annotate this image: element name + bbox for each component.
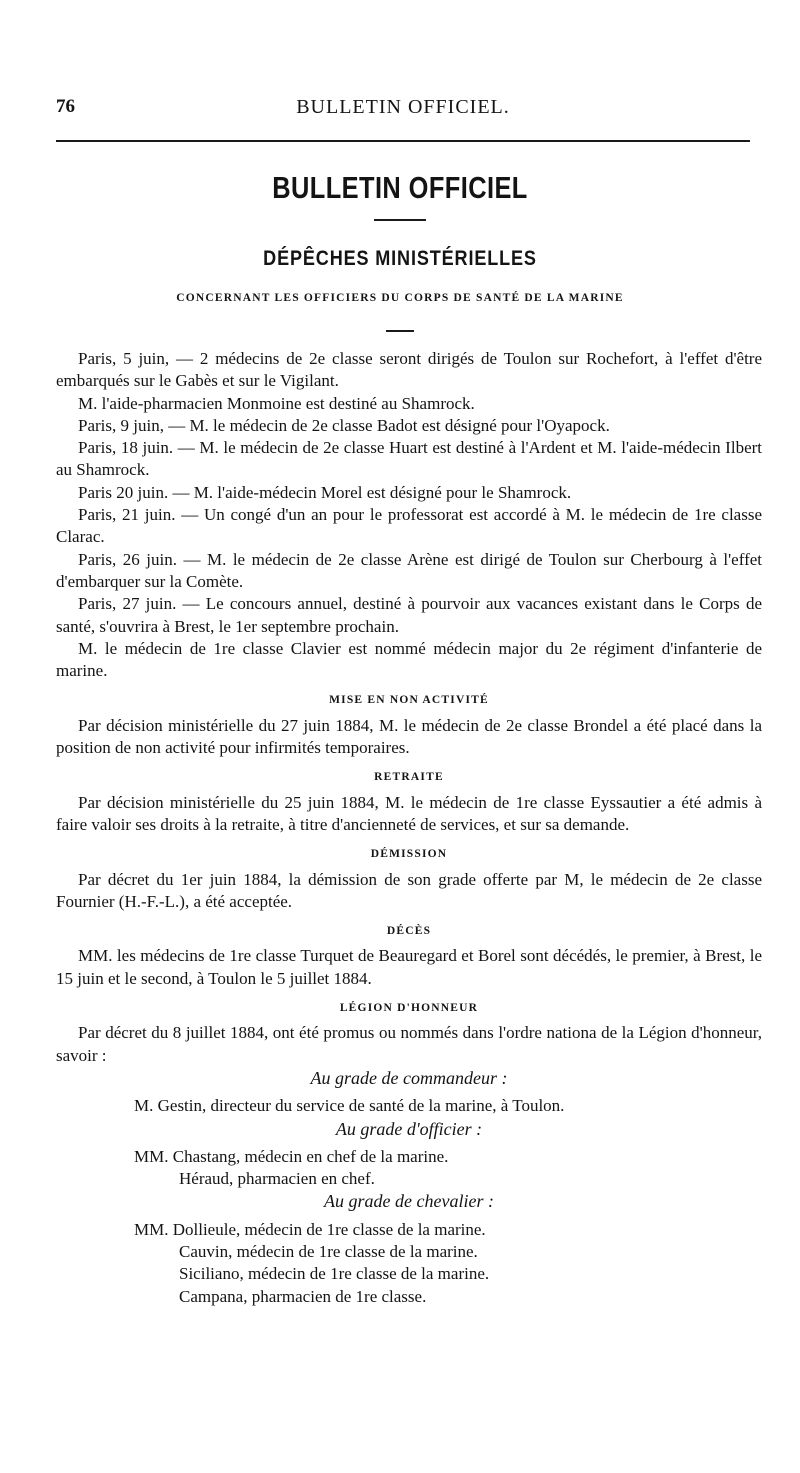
paragraph: Par décision ministérielle du 25 juin 1884, M. le médecin de 1re classe Eyssautier a été admis à faire valoir ses droits à la retraite, à titre d'ancienneté de services, et sur sa demande. xyxy=(56,792,762,834)
nomination-entry: Héraud, pharmacien en chef. xyxy=(179,1169,375,1189)
section-heading-deces: DÉCÈS xyxy=(386,925,432,938)
title-divider xyxy=(374,219,426,221)
section-heading-mise-en-non-activite: MISE EN NON ACTIVITÉ xyxy=(329,694,489,707)
running-title: BULLETIN OFFICIEL. xyxy=(296,96,510,118)
paragraph: Par décret du 1er juin 1884, la démission de son grade offerte par M, le médecin de 2e classe Fournier (H.-F.-L.), a été acceptée. xyxy=(56,869,762,911)
subtitle-divider xyxy=(386,330,414,332)
nomination-entry: Campana, pharmacien de 1re classe. xyxy=(179,1286,427,1306)
paragraph: Par décision ministérielle du 27 juin 1884, M. le médecin de 2e classe Brondel a été placé dans la position de non activité pour infirmités temporaires. xyxy=(56,715,762,758)
page-number: 76 xyxy=(56,96,75,117)
paragraph: MM. les médecins de 1re classe Turquet de Beauregard et Borel sont décédés, le premier, à Brest, le 15 juin et le second, à Toulon le 5 juillet 1884. xyxy=(56,946,762,988)
paragraph: Paris 20 juin. — M. l'aide-médecin Morel est désigné pour le Shamrock. xyxy=(78,482,572,502)
header-rule xyxy=(56,140,750,142)
section-subtitle: CONCERNANT LES OFFICIERS DU CORPS DE SANTÉ DE LA MARINE xyxy=(176,292,624,304)
paragraph: Paris, 27 juin. — Le concours annuel, destiné à pourvoir aux vacances existant dans le Corps de santé, s'ouvrira à Brest, le 1er septembre prochain. xyxy=(56,594,762,636)
paragraph: Paris, 9 juin, — M. le médecin de 2e classe Badot est désigné pour l'Oyapock. xyxy=(78,415,610,435)
grade-heading-chevalier: Au grade de chevalier : xyxy=(324,1191,494,1212)
paragraph: Paris, 18 juin. — M. le médecin de 2e classe Huart est destiné à l'Ardent et M. l'aide-médecin Ilbert au Shamrock. xyxy=(56,438,762,480)
paragraph: M. l'aide-pharmacien Monmoine est destiné au Shamrock. xyxy=(78,393,475,413)
nomination-entry: MM. Chastang, médecin en chef de la marine. xyxy=(134,1146,449,1166)
section-heading-retraite: RETRAITE xyxy=(374,771,444,784)
nomination-entry: M. Gestin, directeur du service de santé de la marine, à Toulon. xyxy=(134,1096,565,1116)
paragraph: Par décret du 8 juillet 1884, ont été promus ou nommés dans l'ordre nationa de la Légion d'honneur, savoir : xyxy=(56,1023,762,1065)
paragraph: Paris, 21 juin. — Un congé d'un an pour le professorat est accordé à M. le médecin de 1re classe Clarac. xyxy=(56,505,762,547)
page-title: BULLETIN OFFICIEL xyxy=(272,170,528,205)
document-body xyxy=(56,348,762,1308)
running-head xyxy=(56,96,750,120)
paragraph: M. le médecin de 1re classe Clavier est nommé médecin major du 2e régiment d'infanterie de marine. xyxy=(56,638,762,681)
nomination-entry: Siciliano, médecin de 1re classe de la marine. xyxy=(179,1264,490,1284)
paragraph: Paris, 26 juin. — M. le médecin de 2e classe Arène est dirigé de Toulon sur Cherbourg à l'effet d'embarquer sur la Comète. xyxy=(56,549,762,591)
grade-heading-commandeur: Au grade de commandeur : xyxy=(310,1067,508,1088)
section-heading-legion-d-honneur: LÉGION D'HONNEUR xyxy=(339,1002,479,1015)
grade-heading-officier: Au grade d'officier : xyxy=(335,1118,483,1139)
paragraph: Paris, 5 juin, — 2 médecins de 2e classe seront dirigés de Toulon sur Rochefort, à l'effet d'être embarqués sur le Gabès et sur le Vigilant. xyxy=(56,349,762,391)
section-heading-demission: DÉMISSION xyxy=(370,848,448,861)
nomination-entry: Cauvin, médecin de 1re classe de la marine. xyxy=(179,1241,478,1261)
section-title: DÉPÊCHES MINISTÉRIELLES xyxy=(263,247,537,270)
nomination-entry: MM. Dollieule, médecin de 1re classe de la marine. xyxy=(134,1219,486,1239)
